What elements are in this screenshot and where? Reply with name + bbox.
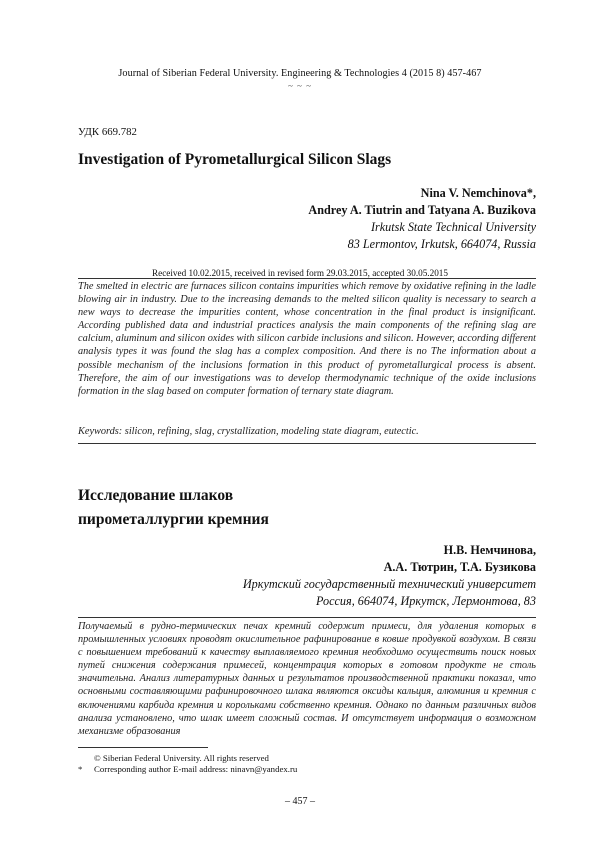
header-ornament: ~ ~ ~: [287, 81, 313, 91]
title-russian-line1: Исследование шлаков: [78, 487, 234, 504]
address-en: 83 Lermontov, Irkutsk, 664074, Russia: [347, 237, 536, 251]
abstract-bottom-rule: [78, 443, 536, 444]
udk-code: УДК 669.782: [78, 126, 137, 138]
copyright-text: © Siberian Federal University. All rights reserved: [94, 753, 269, 763]
keywords-english: Keywords: silicon, refining, slag, crystallization, modeling state diagram, eutectic.: [78, 426, 419, 437]
footnote-copyright: [78, 753, 297, 764]
corresponding-text: Corresponding author E-mail address: ninavn@yandex.ru: [94, 764, 298, 774]
page-number: – 457 –: [285, 796, 315, 807]
abstract-russian: Получаемый в рудно-термических печах кремний содержит примеси, для удаления которых в промышленных условиях проводят окислительное рафинирование в ковше продувкой воздухом. В связи с повышением требований к качеству выплавляемого кремния необходимо осуществить поиск новых путей снижения содержания примесей, концентрация которых в готовом продукте не столь значительна. Анализ литературных данных и результатов производственной практики показал, что основными составляющими рафинировочного шлака являются оксиды кальция, алюминия и кремния с включениями карбида кремния и корольками собственно кремния. Однако по данным различных видов анализа установлено, что шлак имеет сложный состав. И отсутствует информация о возможном механизме образования: [78, 621, 536, 737]
affiliation-ru: Иркутский государственный технический университет: [242, 577, 536, 591]
abstract-top-rule: [78, 278, 536, 279]
address-ru: Россия, 664074, Иркутск, Лермонтова, 83: [316, 594, 536, 608]
authors-en-line2: Andrey A. Tiutrin and Tatyana A. Buzikova: [308, 203, 536, 217]
footnote-star: *: [78, 764, 83, 774]
abstract-english: The smelted in electric are furnaces silicon contains impurities which remove by oxidative refining in the ladle blowing air in industry. Due to the increasing demands to the melted silicon quality is necessary to search a new ways to decrease the impurities content, whose concentration in the final product is insignificant. According published data and industrial practices analysis the main components of the refining slag are calcium, aluminum and silicon oxides with silicon carbide inclusions and silicon. However, according different analysis types it was found the slag has a complex composition. And there is no The information about a possible mechanism of the inclusions formation in this product of pyrometallurgical process is absent. Therefore, the aim of our investigations was to develop thermodynamic technique of the oxide inclusions formation in the slag based on computer formation of ternary state diagram.: [78, 281, 536, 397]
footnote-corresponding: [78, 764, 297, 775]
affiliation-en: Irkutsk State Technical University: [370, 220, 536, 234]
journal-header: Journal of Siberian Federal University. Engineering & Technologies 4 (2015 8) 457-467: [118, 68, 482, 79]
abstract-ru-top-rule: [78, 617, 536, 618]
footnotes: [78, 753, 297, 775]
title-english: Investigation of Pyrometallurgical Silicon Slags: [78, 151, 392, 168]
authors-ru-line1: Н.В. Немчинова,: [443, 543, 536, 557]
authors-ru-line2: А.А. Тютрин, Т.А. Бузикова: [383, 560, 536, 574]
title-russian-line2: пирометаллургии кремния: [78, 511, 269, 528]
received-dates: Received 10.02.2015, received in revised form 29.03.2015, accepted 30.05.2015: [152, 268, 448, 278]
authors-en-line1: Nina V. Nemchinova*,: [420, 186, 536, 200]
footnote-rule: [78, 747, 208, 748]
